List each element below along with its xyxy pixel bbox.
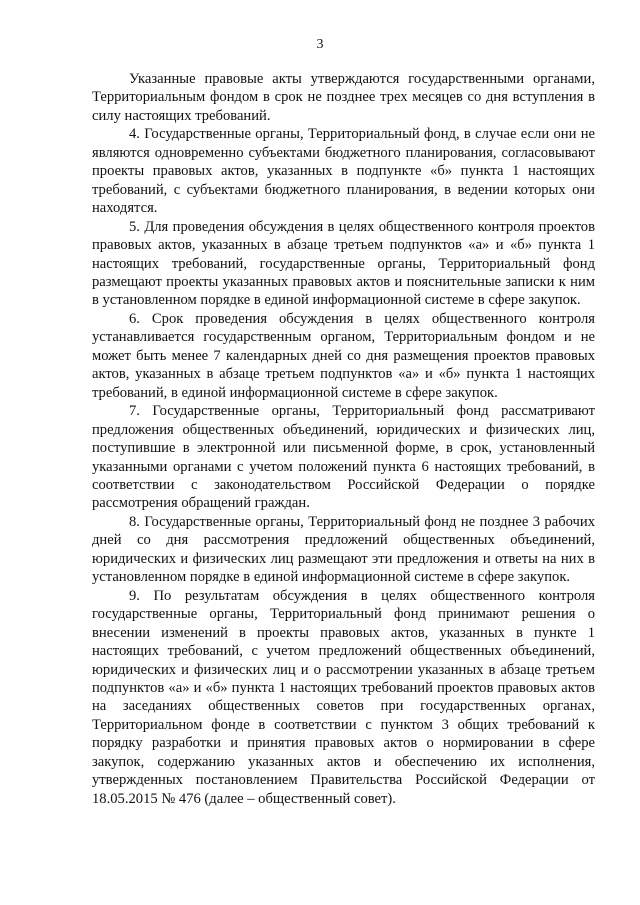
- paragraph-5: 5. Для проведения обсуждения в целях общественного контроля проектов правовых актов, указанных в абзаце третьем подпунктов «а» и «б» пункта 1 настоящих требований, государственные органы, Территориальный фонд размещают проекты указанных правовых актов и пояснительные записки к ним в установленном порядке в единой информационной системе в сфере закупок.: [92, 218, 595, 309]
- paragraph-intro: Указанные правовые акты утверждаются государственными органами, Территориальным фондом в срок не позднее трех месяцев со дня вступления в силу настоящих требований.: [92, 71, 595, 124]
- document-body: [92, 70, 595, 808]
- paragraph-4: 4. Государственные органы, Территориальный фонд, в случае если они не являются одновременно субъектами бюджетного планирования, согласовывают проекты правовых актов, указанных в подпункте «б» пункта 1 настоящих требований, с субъектами бюджетного планирования, в ведении которых они находятся.: [92, 126, 595, 217]
- paragraph-7: 7. Государственные органы, Территориальный фонд рассматривают предложения общественных объединений, юридических и физических лиц, поступившие в электронной или письменной форме, в срок, установленный указанными органами с учетом положений пункта 6 настоящих требований, в соответствии с законодательством Российской Федерации о порядке рассмотрения обращений граждан.: [92, 403, 595, 512]
- page-number: 3: [316, 37, 324, 52]
- paragraph-6: 6. Срок проведения обсуждения в целях общественного контроля устанавливается государственным органом, Территориальным фондом и не может быть менее 7 календарных дней со дня размещения проектов правовых актов, указанных в абзаце третьем подпунктов «а» и «б» пункта 1 настоящих требований, в единой информационной системе в сфере закупок.: [92, 310, 595, 401]
- paragraph-9: 9. По результатам обсуждения в целях общественного контроля государственные органы, Территориальный фонд принимают решения о внесении изменений в проекты правовых актов, указанных в пункте 1 настоящих требований, с учетом предложений общественных объединений, юридических и физических лиц и о рассмотрении указанных в абзаце третьем подпунктов «а» и «б» пункта 1 настоящих требований проектов правовых актов на заседаниях общественных советов при государственных органах, Территориальном фонде в соответствии с пунктом 3 общих требований к порядку разработки и принятия правовых актов о нормировании в сфере закупок, содержанию указанных актов и обеспечению их исполнения, утвержденных постановлением Правительства Российской Федерации от 18.05.2015 № 476 (далее – общественный совет).: [92, 587, 595, 807]
- paragraph-8: 8. Государственные органы, Территориальный фонд не позднее 3 рабочих дней со дня рассмотрения предложений общественных объединений, юридических и физических лиц размещают эти предложения и ответы на них в установленном порядке в единой информационной системе в сфере закупок.: [92, 513, 595, 586]
